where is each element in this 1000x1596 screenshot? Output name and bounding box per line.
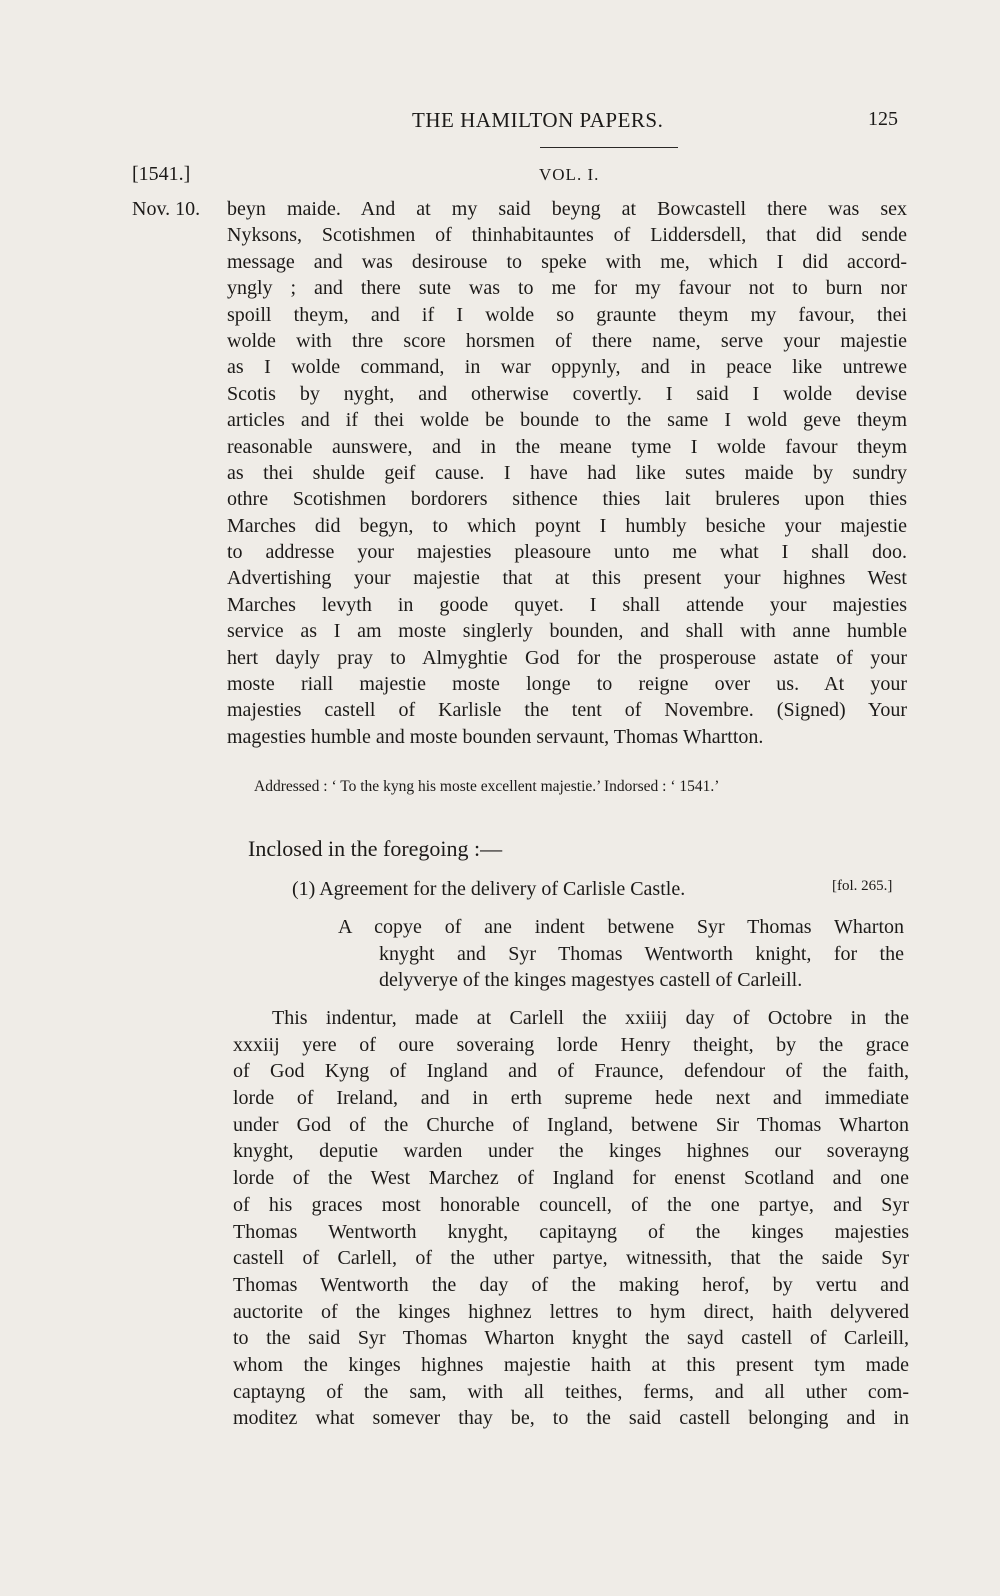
text-line: service as I am moste singlerly bounden, and shall with anne humble [227,620,907,643]
letter-body [227,196,907,750]
address-note: Addressed : ‘ To the kyng his moste excellent majestie.’ Indorsed : ‘ 1541.’ [254,778,720,795]
letter-date: Nov. 10. [132,198,201,220]
text-line: This indentur, made at Carlell the xxiiij day of Octobre in the [272,1007,909,1029]
text-line: knyght and Syr Thomas Wentworth knight, for the [379,942,904,965]
text-line: of God Kyng of Ingland and of Fraunce, defendour of the faith, [233,1060,909,1083]
text-line: Marches did begyn, to which poynt I humbly besiche your majestie [227,514,907,537]
text-line: Thomas Wentworth the day of the making herof, by vertu and [233,1273,909,1296]
enclosure-heading: Inclosed in the foregoing :— [248,836,503,861]
running-title: THE HAMILTON PAPERS. [412,108,664,132]
text-line: of his graces most honorable councell, of the one partye, and Syr [233,1193,909,1216]
text-line: to addresse your majesties pleasoure unto me what I shall doo. [227,541,907,564]
document-summary [338,914,904,994]
text-line: moste riall majestie moste longe to reigne over us. At your [227,673,907,696]
text-line: under God of the Churche of Ingland, betwene Sir Thomas Wharton [233,1113,909,1136]
text-line: lorde of Ireland, and in erth supreme hede next and immediate [233,1087,909,1110]
text-line: othre Scotishmen bordorers sithence thies lait bruleres upon thies [227,488,907,511]
text-line: knyght, deputie warden under the kinges highnes our soverayng [233,1140,909,1163]
folio-reference: [fol. 265.] [832,878,893,894]
text-line: Marches levyth in goode quyet. I shall attende your majesties [227,593,907,616]
text-line: as I wolde command, in war oppynly, and in peace like untrewe [227,356,907,379]
text-line: xxxiij yere of oure soveraing lorde Henry theight, by the grace [233,1033,909,1056]
text-line: Thomas Wentworth knyght, capitayng of the kinges majesties [233,1220,909,1243]
year-marker: [1541.] [132,163,191,185]
text-line: majesties castell of Karlisle the tent of Novembre. (Signed) Your [227,699,907,722]
page-number: 125 [868,108,898,130]
text-line: captayng of the sam, with all teithes, ferms, and all uther com- [233,1380,909,1403]
text-line: lorde of the West Marchez of Ingland for enenst Scotland and one [233,1167,909,1190]
text-line: spoill theym, and if I wolde so graunte theym my favour, thei [227,303,907,326]
text-line: message and was desirouse to speke with me, which I did accord- [227,250,907,273]
text-line: Advertishing your majestie that at this present your highnes West [227,567,907,590]
volume-marker: VOL. I. [539,165,600,184]
text-line: hert dayly pray to Almyghtie God for the prosperouse astate of your [227,646,907,669]
text-line: whom the kinges highnes majestie haith at this present tym made [233,1353,909,1376]
text-line: castell of Carlell, of the uther partye, witnessith, that the saide Syr [233,1247,909,1270]
text-line: auctorite of the kinges highnez lettres to hym direct, haith delyvered [233,1300,909,1323]
text-line: wolde with thre score horsmen of there name, serve your majestie [227,329,907,352]
text-line: yngly ; and there sute was to me for my favour not to burn nor [227,277,907,300]
text-line: to the said Syr Thomas Wharton knyght the sayd castell of Carleill, [233,1327,909,1350]
text-line: as thei shulde geif cause. I have had like sutes maide by sundry [227,461,907,484]
text-line: delyverye of the kinges magestyes castell of Carleill. [379,969,803,991]
indenture-text [233,1005,909,1432]
text-line: A copye of ane indent betwene Syr Thomas Wharton [338,916,904,938]
text-line: beyn maide. And at my said beyng at Bowcastell there was sex [227,198,907,220]
text-line: reasonable aunswere, and in the meane tyme I wolde favour theym [227,435,907,458]
item-title: (1) Agreement for the delivery of Carlisle Castle. [292,878,686,900]
text-line: Scotis by nyght, and otherwise covertly. I said I wolde devise [227,382,907,405]
header-rule [540,147,678,148]
text-line: magesties humble and moste bounden servaunt, Thomas Whartton. [227,725,764,748]
text-line: articles and if thei wolde be bounde to the same I wold geve theym [227,409,907,432]
text-line: Nyksons, Scotishmen of thinhabitauntes of Liddersdell, that did sende [227,224,907,247]
text-line: moditez what somever thay be, to the said castell belonging and in [233,1407,909,1430]
